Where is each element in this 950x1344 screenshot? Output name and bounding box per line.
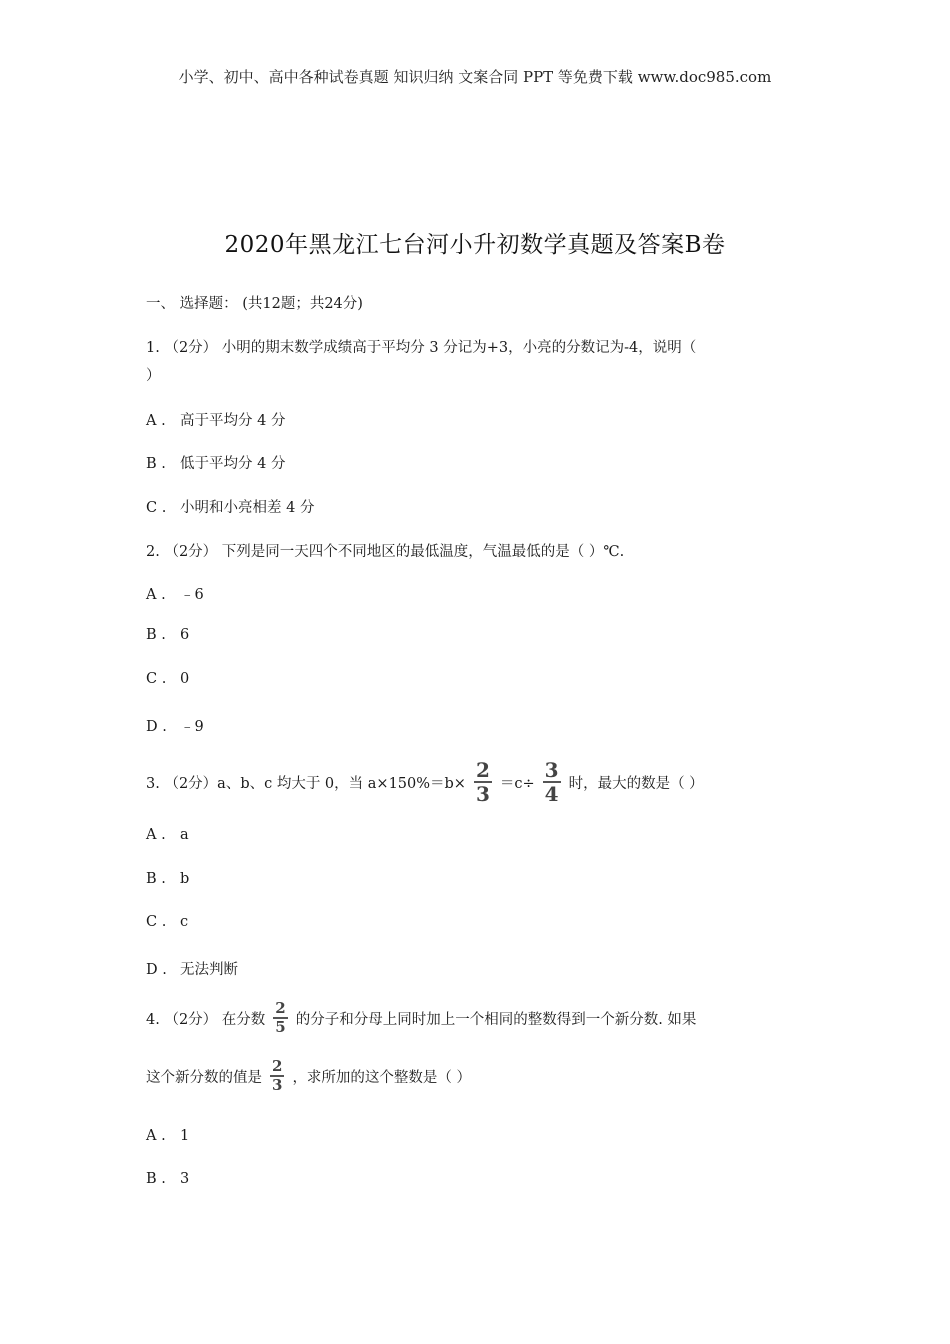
- document-title: 2020年黑龙江七台河小升初数学真题及答案B卷: [224, 232, 726, 258]
- page-header: 小学、初中、高中各种试卷真题 知识归纳 文案合同 PPT 等免费下载 www.doc985.com: [178, 68, 772, 86]
- q3-option-b: B . b: [146, 871, 190, 887]
- q2-option-a: A . ﹣6: [146, 587, 204, 603]
- section-heading: 一、 选择题： (共12题；共24分): [146, 296, 363, 312]
- question-1-cont: ）: [146, 368, 161, 384]
- fraction-two-fifths: $\frac{2}{5}$: [275, 999, 286, 1036]
- question-1: 1. （2分） 小明的期末数学成绩高于平均分 3 分记为+3，小亮的分数记为-4，说明（: [146, 340, 697, 356]
- question-3: 3. （2分）a、b、c 均大于 0，当 a×150%＝b× $\frac{2}{3}$ ＝c÷ $\frac{3}{4}$ 时，最大的数是（ ）: [146, 758, 704, 806]
- q1-option-c: C . 小明和小亮相差 4 分: [146, 500, 315, 516]
- q2-option-b: B . 6: [146, 627, 190, 643]
- q3-option-d: D . 无法判断: [146, 962, 238, 978]
- q1-option-b: B . 低于平均分 4 分: [146, 456, 286, 472]
- q1-option-a: A . 高于平均分 4 分: [146, 413, 286, 429]
- q3-option-c: C . c: [146, 914, 189, 930]
- q3-option-a: A . a: [146, 827, 189, 843]
- q2-option-d: D . ﹣9: [146, 719, 204, 735]
- fraction-two-thirds: $\frac{2}{3}$: [475, 758, 490, 806]
- q4-option-b: B . 3: [146, 1171, 190, 1187]
- q2-option-c: C . 0: [146, 671, 190, 687]
- question-4: 4. （2分） 在分数 $\frac{2}{5}$ 的分子和分母上同时加上一个相同的整数得到一个新分数. 如果: [146, 999, 697, 1036]
- question-4-cont: 这个新分数的值是 $\frac{2}{3}$ ，求所加的这个整数是（ ）: [146, 1057, 472, 1094]
- question-2: 2. （2分） 下列是同一天四个不同地区的最低温度，气温最低的是（ ）℃.: [146, 544, 625, 560]
- q4-option-a: A . 1: [146, 1128, 190, 1144]
- fraction-three-quarters: $\frac{3}{4}$: [544, 758, 559, 806]
- fraction-two-thirds-small: $\frac{2}{3}$: [272, 1057, 283, 1094]
